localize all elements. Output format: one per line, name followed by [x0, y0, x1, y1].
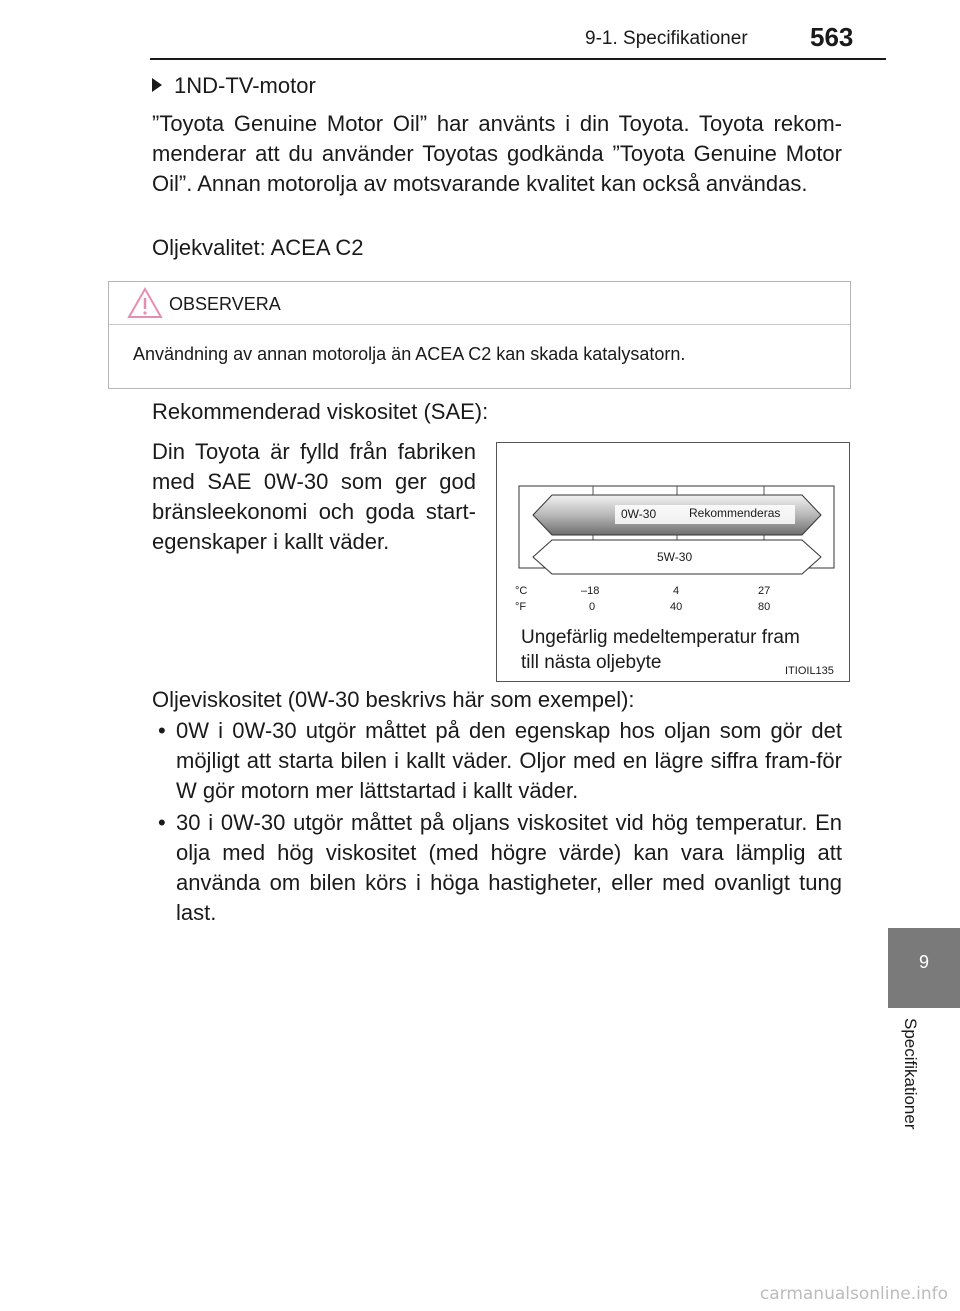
engine-intro: ”Toyota Genuine Motor Oil” har använts i din Toyota. Toyota rekom-menderar att du använder Toyotas godkända ”Toyota Genuine Motor Oil”. Annan motorolja av motsvarande kvalitet kan också användas. — [152, 111, 842, 196]
figure-caption — [521, 625, 800, 675]
engine-model: 1ND-TV-motor — [174, 73, 316, 98]
fahrenheit-tick: 80 — [758, 601, 771, 613]
viscosity-figure — [496, 442, 850, 682]
figure-caption-line: till nästa oljebyte — [521, 652, 662, 673]
page-number: 563 — [810, 22, 854, 52]
arrow-recommended-label: 0W-30 — [621, 507, 657, 521]
warning-icon — [127, 286, 163, 319]
viscosity-text: Din Toyota är fylld från fabriken med SAE 0W-30 som ger god bränsleekonomi och goda start-egenskaper i kallt väder. — [152, 439, 476, 554]
oil-quality: Oljekvalitet: ACEA C2 — [152, 235, 364, 260]
engine-heading — [152, 71, 316, 101]
list-bullet: • — [158, 810, 166, 835]
watermark: carmanualsonline.info — [759, 1284, 948, 1304]
notice-title: OBSERVERA — [169, 294, 281, 314]
chapter-label — [900, 1018, 922, 1178]
celsius-tick: 4 — [673, 585, 680, 597]
notice-text: Användning av annan motorolja än ACEA C2 kan skada katalysatorn. — [133, 344, 686, 364]
arrow-alt-label: 5W-30 — [657, 550, 693, 564]
chapter-tab — [888, 928, 960, 1008]
header-rule — [150, 58, 886, 60]
notice-header — [109, 282, 850, 325]
triangle-bullet-icon — [152, 78, 162, 92]
figure-caption-line: Ungefärlig medeltemperatur fram — [521, 627, 800, 648]
list-item: 30 i 0W-30 utgör måttet på oljans viskositet vid hög temperatur. En olja med hög viskositet (med högre värde) kan vara lämplig att använda om bilen körs i höga hastigheter, eller med ovanligt tung last. — [176, 810, 842, 925]
arrow-recommended-note: Rekommenderas — [689, 506, 781, 520]
figure-code: ITIOIL135 — [785, 665, 834, 677]
fahrenheit-tick: 0 — [589, 601, 596, 613]
chapter-label-text: Specifikationer — [901, 1018, 920, 1130]
list-bullet: • — [158, 718, 166, 743]
fahrenheit-unit: °F — [515, 601, 527, 613]
explanation-heading: Oljeviskositet (0W-30 beskrivs här som exempel): — [152, 687, 635, 712]
chapter-number: 9 — [918, 952, 929, 972]
celsius-unit: °C — [515, 585, 528, 597]
celsius-tick: –18 — [581, 585, 600, 597]
fahrenheit-tick: 40 — [670, 601, 683, 613]
list-item: 0W i 0W-30 utgör måttet på den egenskap hos oljan som gör det möjligt att starta bilen i kallt väder. Oljor med en lägre siffra fram-för W gör motorn mer lättstartad i kallt väder. — [176, 718, 842, 803]
viscosity-heading: Rekommenderad viskositet (SAE): — [152, 399, 489, 424]
section-title: 9-1. Specifikationer — [585, 28, 748, 49]
celsius-tick: 27 — [758, 585, 771, 597]
notice-box — [108, 281, 851, 389]
